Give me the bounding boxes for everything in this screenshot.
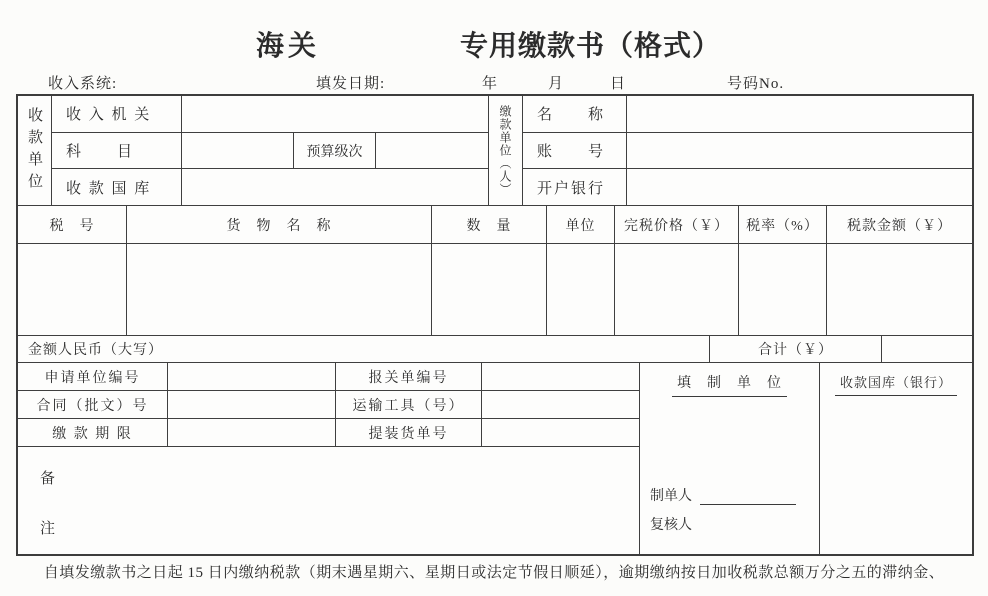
goods-name-cell: [127, 244, 432, 335]
budget-level-field: [376, 133, 488, 169]
col-tax-rate-header: 税率（%）: [739, 206, 827, 243]
tax-no-cell: [18, 244, 127, 335]
payment-deadline-field: [168, 419, 336, 447]
payer-name-field: [627, 96, 972, 132]
issuer-box: [640, 363, 820, 554]
col-tax-amount-header: 税款金额（￥）: [847, 218, 952, 234]
lading-no-label: 提装货单号: [336, 419, 482, 447]
month-label: 月: [548, 76, 565, 92]
total-field: [882, 336, 972, 362]
lading-no-field: [482, 419, 639, 447]
col-quantity-header: 数 量: [432, 206, 547, 243]
number-label: 号码No.: [727, 76, 785, 92]
maker-row: [650, 485, 809, 505]
references-and-remarks: [18, 363, 640, 554]
remarks-field: [66, 447, 639, 554]
checker-row: [650, 514, 809, 534]
treasury-field: [182, 169, 488, 205]
signature-boxes: [640, 363, 972, 554]
year-label: 年: [482, 76, 499, 92]
payee-grid: [52, 96, 489, 205]
treasury-bank-box: [820, 363, 972, 554]
goods-table-body: [18, 244, 972, 336]
issuer-box-title: 填 制 单 位: [650, 372, 809, 397]
ref-row-2: [18, 391, 639, 419]
remarks-vertical-label: [18, 447, 66, 554]
bottom-section: [18, 363, 972, 554]
maker-label: 制单人: [650, 489, 692, 504]
remarks-box: [18, 447, 639, 554]
unit-cell: [547, 244, 615, 335]
col-dutiable-value-header: 完税价格（￥）: [615, 206, 739, 243]
total-label: 合计（￥）: [710, 336, 882, 362]
payer-bank-field: [627, 169, 972, 205]
budget-level-label: 预算级次: [294, 133, 376, 169]
issue-date-label: 填发日期:: [316, 76, 386, 92]
maker-signature-line: [700, 492, 796, 505]
payer-name-label: 名 称: [523, 96, 627, 132]
ref-row-3: [18, 419, 639, 447]
dutiable-value-cell: [615, 244, 739, 335]
declaration-no-label: 报关单编号: [336, 363, 482, 391]
payee-unit-vertical-label: 收款单位: [18, 96, 52, 205]
subject-label: 科 目: [52, 133, 182, 169]
contract-no-label: 合同（批文）号: [18, 391, 168, 419]
amount-row: [18, 336, 972, 363]
subject-field: [182, 133, 294, 169]
col-unit-header: 单位: [547, 206, 615, 243]
payer-unit-vertical-label: 缴款单位（人）: [489, 96, 523, 205]
remarks-char-2: 注: [40, 521, 56, 537]
checker-label: 复核人: [650, 518, 692, 533]
contract-no-field: [168, 391, 336, 419]
issuer-stamp-area: [650, 397, 809, 476]
payer-account-field: [627, 133, 972, 169]
payer-account-label: 账 号: [523, 133, 627, 169]
doc-type-title: 专用缴款书（格式）: [460, 31, 722, 62]
col-goods-name-header: 货 物 名 称: [127, 206, 432, 243]
quantity-cell: [432, 244, 547, 335]
tax-rate-cell: [739, 244, 827, 335]
treasury-label: 收 款 国 库: [52, 169, 182, 205]
footer-note: 自填发缴款书之日起 15 日内缴纳税款（期末遇星期六、星期日或法定节假日顺延），逾期缴纳按日加收税款总额万分之五的滞纳金、: [43, 565, 945, 581]
declaration-no-field: [482, 363, 639, 391]
applicant-no-field: [168, 363, 336, 391]
remarks-char-1: 备: [40, 471, 56, 487]
income-system-label: 收入系统:: [48, 76, 118, 92]
day-label: 日: [610, 76, 627, 92]
parties-section: [18, 96, 972, 206]
tax-amount-cell: [827, 244, 972, 335]
treasury-box-title: 收款国库（银行）: [824, 372, 968, 396]
income-authority-label: 收 入 机 关: [52, 96, 182, 132]
ref-row-1: [18, 363, 639, 391]
income-authority-field: [182, 96, 488, 132]
goods-table-header: [18, 206, 972, 244]
payer-grid: [523, 96, 972, 205]
col-tax-no-header: 税 号: [18, 206, 127, 243]
amount-in-words-label: 金额人民币（大写）: [18, 336, 710, 362]
transport-no-field: [482, 391, 639, 419]
payment-deadline-label: 缴 款 期 限: [18, 419, 168, 447]
payer-bank-label: 开户银行: [523, 169, 627, 205]
applicant-no-label: 申请单位编号: [18, 363, 168, 391]
customs-org-title: 海关: [256, 31, 321, 62]
form-body: [16, 94, 974, 556]
transport-no-label: 运输工具（号）: [336, 391, 482, 419]
